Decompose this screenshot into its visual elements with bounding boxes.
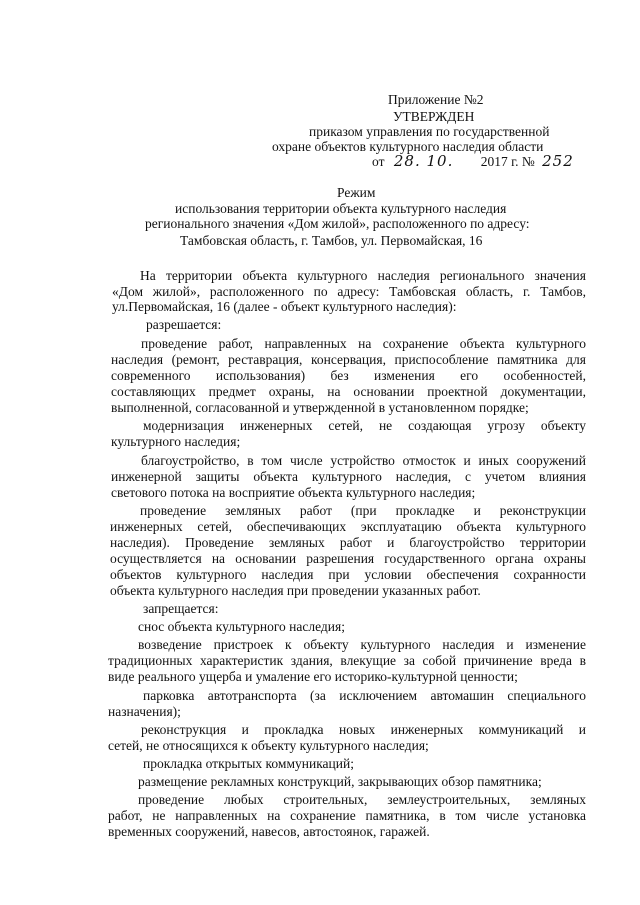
body-line: инженерной защиты объекта культурного наследия, с учетом влияния <box>111 469 586 484</box>
body-line: парковка автотранспорта (за исключением автомашин специального <box>143 688 586 703</box>
body-line: возведение пристроек к объекту культурного наследия и изменение <box>138 637 586 652</box>
body-line: снос объекта культурного наследия; <box>138 619 345 634</box>
body-line: проведение любых строительных, землеустроительных, земляных <box>138 792 586 807</box>
body-line: назначения); <box>108 704 181 719</box>
title-line-2: регионального значения «Дом жилой», расположенного по адресу: <box>145 216 530 231</box>
body-line: «Дом жилой», расположенного по адресу: Тамбовская область, г. Тамбов, <box>112 284 586 299</box>
body-line: объектов культурного наследия при условии обеспечения сохранности <box>110 567 586 582</box>
body-line: светового потока на восприятие объекта культурного наследия; <box>111 485 476 500</box>
body-line: реконструкция и прокладка новых инженерных коммуникаций и <box>141 722 586 737</box>
handwritten-date: 28. 10. <box>393 152 454 170</box>
body-line: модернизация инженерных сетей, не создающая угрозу объекту <box>143 418 586 433</box>
body-line: сетей, не относящихся к объекту культурного наследия; <box>108 738 429 753</box>
order-line-1: приказом управления по государственной <box>309 124 550 139</box>
title-line-3: Тамбовская область, г. Тамбов, ул. Первомайская, 16 <box>180 233 483 248</box>
body-line: виде реального ущерба и умаление его историко-культурной ценности; <box>108 669 518 684</box>
body-line: На территории объекта культурного наследия регионального значения <box>140 268 586 283</box>
body-line: ул.Первомайская, 16 (далее - объект культурного наследия): <box>112 299 457 314</box>
body-line: выполненной, согласованной и утвержденной в установленном порядке; <box>111 400 529 415</box>
body-line: прокладка открытых коммуникаций; <box>143 756 354 771</box>
body-line: работ, не направленных на сохранение памятника, в том числе установка <box>108 808 586 823</box>
body-line: наследия (ремонт, реставрация, консервация, приспособление памятника для <box>111 352 586 367</box>
body-line: объекта культурного наследия при проведении указанных работ. <box>110 583 481 598</box>
body-line: осуществляется на основании разрешения государственного органа охраны <box>110 551 586 566</box>
order-line-2: охране объектов культурного наследия области <box>272 139 544 154</box>
year-and-number-label: 2017 г. № <box>480 154 535 169</box>
body-line: инженерных сетей, обеспечивающих эксплуатацию объекта культурного <box>110 519 586 534</box>
title-line-1: использования территории объекта культурного наследия <box>175 201 507 216</box>
regime-title: Режим <box>337 185 376 200</box>
body-line: традиционных характеристик здания, влекущие за собой причинение вреда в <box>108 653 586 668</box>
approved-label: УТВЕРЖДЕН <box>393 109 475 124</box>
body-line: проведение земляных работ (при прокладке и реконструкции <box>140 503 586 518</box>
body-line: наследия). Проведение земляных работ и благоустройство территории <box>110 535 586 550</box>
body-line: современного использования) без изменения его особенностей, <box>111 368 586 383</box>
date-prefix: от <box>372 154 385 169</box>
body-line: благоустройство, в том числе устройство отмосток и иных сооружений <box>141 453 586 468</box>
body-line: запрещается: <box>143 601 219 616</box>
body-line: составляющих предмет охраны, на основании проектной документации, <box>111 384 586 399</box>
appendix-label: Приложение №2 <box>388 92 484 107</box>
body-line: проведение работ, направленных на сохранение объекта культурного <box>141 336 586 351</box>
body-line: культурного наследия; <box>111 434 241 449</box>
body-line: размещение рекламных конструкций, закрывающих обзор памятника; <box>138 774 542 789</box>
handwritten-number: 252 <box>542 152 574 170</box>
order-date-line <box>372 153 574 171</box>
body-line: разрешается: <box>146 317 222 332</box>
body-line: временных сооружений, навесов, автостоянок, гаражей. <box>108 824 430 839</box>
